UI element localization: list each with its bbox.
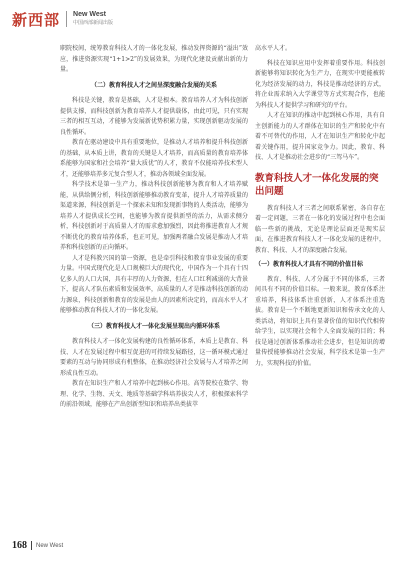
section-heading: （三）教育科技人才一体化发展呈现出内循环体系 (87, 322, 220, 330)
page-header (12, 6, 113, 32)
footer-divider (31, 541, 32, 550)
page-footer (12, 540, 63, 551)
left-column (60, 44, 248, 411)
paragraph: 教育在知识生产和人才培养中起到核心作用。高等院校在数学、物理、化学、生物、天文、地质等基础学科培养拔尖人才，积极探索科学的前沿领域，能够在产出创新型知识和培养出类拔萃 (60, 380, 248, 408)
paragraph: 教育科技人才三者之间联系紧密，各自存在着一定问题，三者在一体化的发展过程中也会面临一些新的挑战，无论是理论层面还是现实层面，在推进教育科技人才一体化发展的进程中，教育、科技、人才的深度融合发展。 (255, 204, 385, 254)
logo-subtitle: 中国西部新闻出版 (73, 20, 114, 26)
paragraph: 人才是科教兴国的第一资源，也是牵引科技和教育事业发展的重要力量。中国式现代化是人口规模巨大的现代化，中国作为一个具有十四亿多人的人口大国，具有丰厚的人力资源，但在人口红利减弱的大背景下，提高人才队伍素质和发展效率，高质量的人才是推动科技创新的动力源泉，科技创新和教育的发展是由人的因素所决定的，而高水平人才能够推动教育科技人才的一体化发展。 (60, 254, 248, 314)
paragraph: 人才在知识的推动中起到核心作用，具有自主创新能力的人才群体在知识的生产和转化中有着不可替代的作用，人才在知识生产和转化中起着关键作用，提升国家竞争力。因此，教育、科技、人才是推动社会进步的“三驾马车”。 (255, 112, 385, 161)
footer-magazine-name: New West (36, 542, 64, 549)
logo-english: New West (73, 11, 106, 18)
section-heading: （二）教育科技人才之间呈深度融合发展的关系 (90, 81, 217, 89)
paragraph: 教育在驱动建设中具有重要地位，是推动人才培养和提升科技创新的基础，从本质上讲，教育的关键是人才培养，而高质量的教育培养体系能够为国家和社会培养“量大质优”的人才，教育不仅能培养技术型人才，还能够培养多元复合型人才，推动各领域全面发展。 (60, 139, 248, 178)
paragraph: 教育、科技、人才分属于不同的体系，三者间具有不同的价值目标。一般来说，教育体系注重培养，科技体系注重创新，人才体系注重选拔。教育是一个不断地更新知识和传承文化的人类活动，将知识上具有显著价值的知识代代相传给学生，以实现社会和个人全面发展的目的；科技是通过创新体系推动社会进步，但是知识的增量传授能够推动社会发展，科学技术是第一生产力，实现科技的价值。 (255, 275, 385, 367)
paragraph: 教育科技人才一体化发展构建的良性循环体系，本质上是教育、科技、人才在发展过程中相互促进的可持续发展路径，这一循环模式通过要素的互动与协同形成有机整体，在推动经济社会发展与人才培养之间形成良性互动。 (60, 338, 248, 377)
paragraph: 职院校间，统筹教育科技人才的一体化发展，推动发挥资源的“溢出”效应，推进资源实现“1+1>2”的发展效果，为现代化建设贡献出新的力量。 (60, 45, 248, 73)
page-number: 168 (12, 540, 27, 551)
paragraph: 科技是关键，教育是基础，人才是根本。教育培养人才为科技创新提供支撑，而科技创新为教育培养人才提供载体，由此可见，只有实现三者的相互互动，才能够为发展新优势积累力量，实现创新驱动发展的良性循环。 (60, 97, 248, 136)
logo-divider (66, 11, 67, 27)
logo-english-block (73, 11, 113, 27)
paragraph: 科技在知识应用中发挥着重要作用。科技创新能够将知识转化为生产力，在现实中更能被转化为经济发展的动力，科技是推动经济的方式，将企业需求纳入大学课堂等方式实现合作，也能为科技人才提供学习和研究的平台。 (255, 59, 385, 109)
paragraph: 高水平人才。 (255, 45, 292, 52)
right-column (255, 44, 385, 369)
main-section-heading: 教育科技人才一体化发展的突出问题 (255, 172, 379, 197)
subsection-heading: （一）教育科技人才具有不同的价值目标 (255, 261, 364, 268)
paragraph: 科学技术是第一生产力，推动科技创新能够为教育和人才培养赋能，从供给侧分析，科技创新能够推动教育变革，提升人才培养质量的渠道来源，科技创新是一个探索未知和发现新事物的人类活动，能够为培养人才提供成长空间，也能够为教育提供新型的活力，从需求侧分析，科技创新对于高质量人才的需求愈加强烈，因此将推进教育人才规不断优化的教育培养体系，也正可见，加强两者融合发展是推动人才培养和科技创新的正向循环。 (60, 181, 248, 251)
magazine-logo: 新西部 (12, 10, 61, 29)
